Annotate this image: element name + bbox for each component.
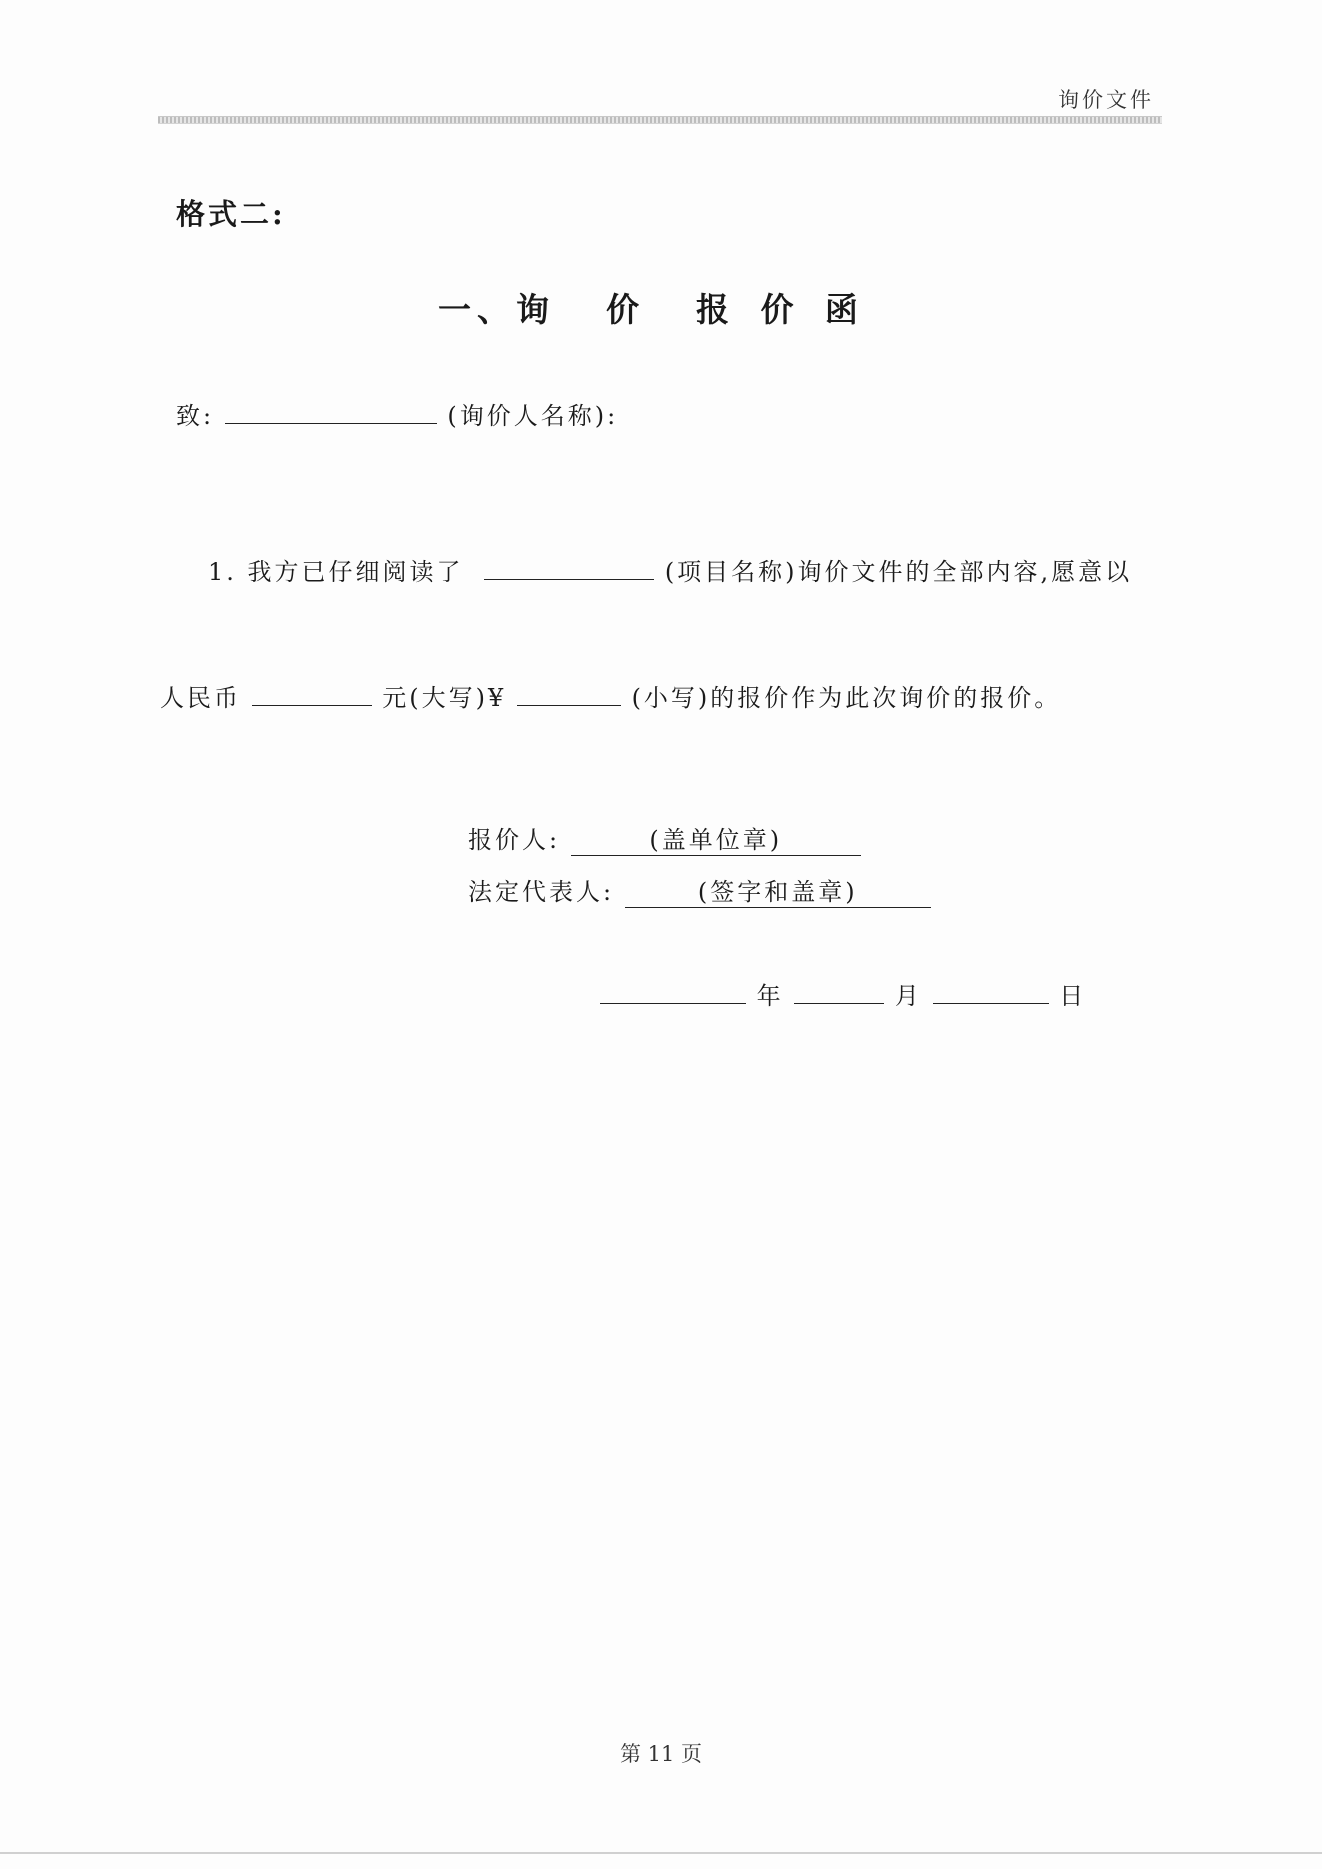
date-line bbox=[600, 976, 1086, 1011]
format-label: 格式二: bbox=[176, 197, 286, 231]
quoter-label: 报价人: bbox=[468, 826, 561, 854]
legal-rep-label: 法定代表人: bbox=[468, 878, 615, 906]
clause-1-line bbox=[208, 552, 1132, 587]
price-middle: 元(大写)¥ bbox=[382, 684, 507, 712]
price-line bbox=[160, 678, 1061, 713]
header-rule bbox=[158, 116, 1162, 124]
quoter-seal-field: (盖单位章) bbox=[571, 820, 861, 856]
addressee-line bbox=[176, 396, 618, 431]
addressee-suffix: (询价人名称): bbox=[447, 402, 619, 430]
scan-bottom-edge bbox=[0, 1852, 1322, 1854]
addressee-blank bbox=[225, 399, 437, 424]
legal-rep-signature-field: (签字和盖章) bbox=[625, 872, 931, 908]
day-label: 日 bbox=[1059, 982, 1087, 1010]
price-lowercase-blank bbox=[517, 681, 621, 706]
project-name-blank bbox=[484, 555, 654, 580]
page-number: 第 11 页 bbox=[619, 1742, 703, 1766]
year-label: 年 bbox=[756, 982, 784, 1010]
addressee-prefix: 致: bbox=[176, 402, 215, 430]
price-uppercase-blank bbox=[252, 681, 372, 706]
month-blank bbox=[794, 979, 884, 1004]
clause-1-prefix: 1. 我方已仔细阅读了 bbox=[208, 558, 464, 586]
clause-1-suffix: (项目名称)询价文件的全部内容,愿意以 bbox=[664, 558, 1133, 586]
quoter-line bbox=[468, 820, 861, 856]
day-blank bbox=[933, 979, 1049, 1004]
price-suffix: (小写)的报价作为此次询价的报价。 bbox=[631, 684, 1062, 712]
month-label: 月 bbox=[894, 982, 922, 1010]
running-header: 询价文件 bbox=[1058, 88, 1154, 112]
document-title: 一、询 价 报 价 函 bbox=[438, 290, 864, 329]
price-prefix: 人民币 bbox=[160, 684, 241, 712]
year-blank bbox=[600, 979, 746, 1004]
legal-rep-line bbox=[468, 872, 931, 908]
